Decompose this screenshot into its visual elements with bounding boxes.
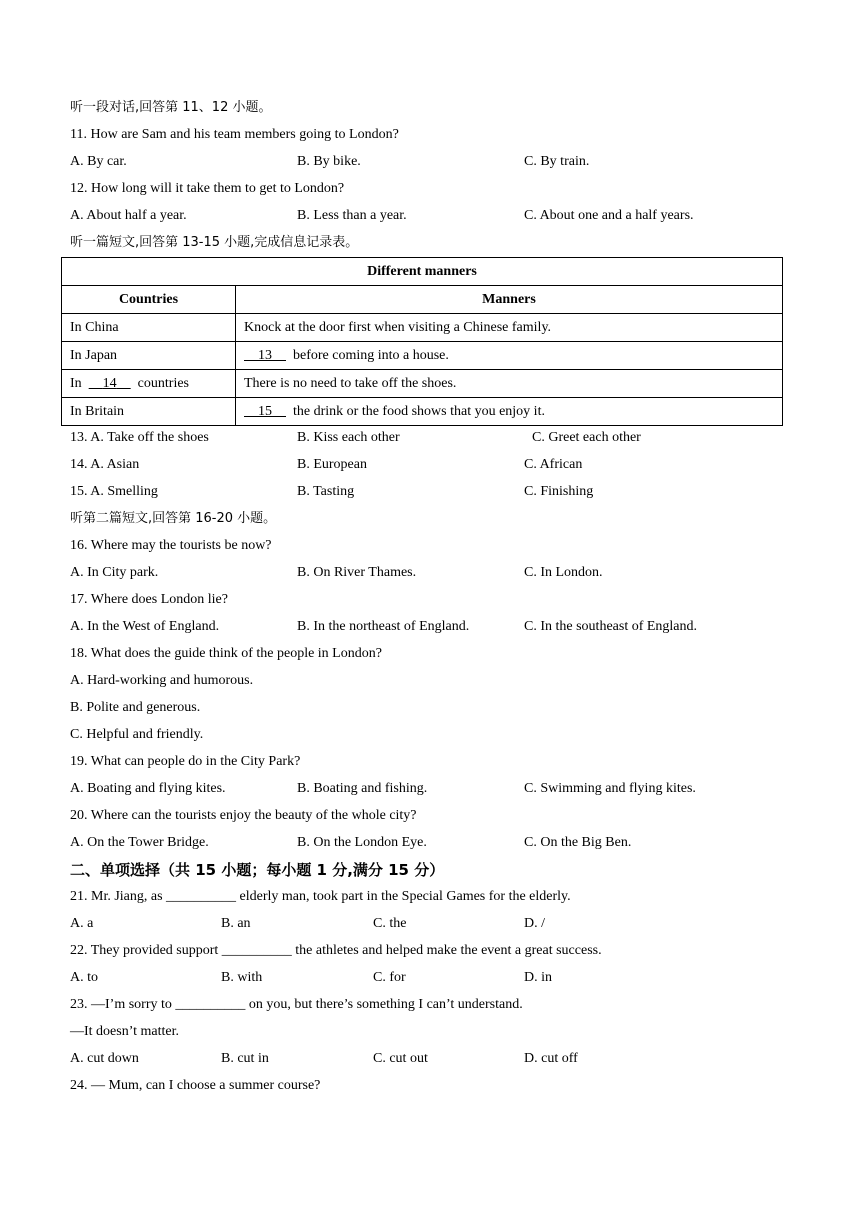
table-row <box>62 314 783 342</box>
option-c: C. the <box>373 916 407 931</box>
option-a: A. By car. <box>70 154 127 169</box>
question-15-options <box>70 483 790 501</box>
question-23-reply: —It doesn’t matter. <box>70 1024 179 1039</box>
option-c: C. Swimming and flying kites. <box>524 781 696 796</box>
option-b: B. Tasting <box>297 484 355 499</box>
manner-cell <box>236 342 783 370</box>
question-11-stem: 11. How are Sam and his team members going to London? <box>70 127 399 142</box>
option-c: C. Finishing <box>524 484 594 499</box>
question-21-stem: 21. Mr. Jiang, as __________ elderly man, took part in the Special Games for the elderly. <box>70 889 571 904</box>
option-a: A. a <box>70 916 94 931</box>
column-header-manners: Manners <box>236 286 783 314</box>
option-b: B. In the northeast of England. <box>297 619 470 634</box>
question-20-options <box>70 834 790 852</box>
question-16-options <box>70 564 790 582</box>
question-18-option-b: B. Polite and generous. <box>70 700 201 715</box>
option-c: C. cut out <box>373 1051 428 1066</box>
option-c: C. for <box>373 970 406 985</box>
option-b: B. On the London Eye. <box>297 835 427 850</box>
country-suffix: countries <box>137 375 189 391</box>
option-b: B. On River Thames. <box>297 565 417 580</box>
option-a: A. In the West of England. <box>70 619 220 634</box>
question-18-option-a: A. Hard-working and humorous. <box>70 673 254 688</box>
listening-intro-1: 听一段对话,回答第 11、12 小题。 <box>70 100 272 115</box>
option-c: C. In the southeast of England. <box>524 619 698 634</box>
country-cell: In Japan <box>62 342 236 370</box>
option-b: B. European <box>297 457 367 472</box>
option-c: C. In London. <box>524 565 603 580</box>
option-d: D. / <box>524 916 545 931</box>
option-b: B. Kiss each other <box>297 430 400 445</box>
question-17-options <box>70 618 790 636</box>
country-cell <box>62 370 236 398</box>
answer-blank <box>89 376 131 392</box>
option-a: A. cut down <box>70 1051 139 1066</box>
blank-number: 15 <box>258 403 272 419</box>
question-24-stem: 24. — Mum, can I choose a summer course? <box>70 1078 321 1093</box>
table-row <box>62 342 783 370</box>
option-c: C. Greet each other <box>532 430 641 445</box>
option-b: B. Less than a year. <box>297 208 407 223</box>
option-a: A. In City park. <box>70 565 159 580</box>
question-21-options <box>70 915 790 933</box>
option-a: A. Boating and flying kites. <box>70 781 226 796</box>
option-d: D. cut off <box>524 1051 578 1066</box>
question-20-stem: 20. Where can the tourists enjoy the beauty of the whole city? <box>70 808 417 823</box>
manner-cell: There is no need to take off the shoes. <box>236 370 783 398</box>
table-row <box>62 370 783 398</box>
question-12-options <box>70 207 790 225</box>
question-18-option-c: C. Helpful and friendly. <box>70 727 204 742</box>
option-a: 15. A. Smelling <box>70 484 158 499</box>
option-a: A. to <box>70 970 98 985</box>
question-19-stem: 19. What can people do in the City Park? <box>70 754 301 769</box>
option-c: C. About one and a half years. <box>524 208 694 223</box>
option-b: B. Boating and fishing. <box>297 781 428 796</box>
option-b: B. By bike. <box>297 154 361 169</box>
manner-text: before coming into a house. <box>293 347 449 363</box>
option-d: D. in <box>524 970 552 985</box>
blank-number: 14 <box>102 375 117 391</box>
manner-cell <box>236 398 783 426</box>
option-b: B. with <box>221 970 263 985</box>
question-18-stem: 18. What does the guide think of the people in London? <box>70 646 382 661</box>
table-title: Different manners <box>62 258 783 286</box>
question-11-options <box>70 153 790 171</box>
option-a: A. About half a year. <box>70 208 187 223</box>
country-cell: In China <box>62 314 236 342</box>
blank-number: 13 <box>258 347 272 363</box>
listening-intro-3: 听第二篇短文,回答第 16-20 小题。 <box>70 511 277 526</box>
question-17-stem: 17. Where does London lie? <box>70 592 228 607</box>
question-23-options <box>70 1050 790 1068</box>
option-b: B. cut in <box>221 1051 269 1066</box>
country-cell: In Britain <box>62 398 236 426</box>
option-a: 13. A. Take off the shoes <box>70 430 209 445</box>
question-22-options <box>70 969 790 987</box>
option-c: C. African <box>524 457 583 472</box>
question-22-stem: 22. They provided support __________ the athletes and helped make the event a great success. <box>70 943 602 958</box>
manner-cell: Knock at the door first when visiting a Chinese family. <box>236 314 783 342</box>
country-prefix: In <box>70 375 82 391</box>
option-c: C. By train. <box>524 154 590 169</box>
answer-blank <box>244 348 286 364</box>
answer-blank <box>244 404 286 420</box>
question-23-stem: 23. —I’m sorry to __________ on you, but there’s something I can’t understand. <box>70 997 523 1012</box>
question-13-options <box>70 429 790 447</box>
table-row <box>62 398 783 426</box>
question-12-stem: 12. How long will it take them to get to London? <box>70 181 345 196</box>
question-19-options <box>70 780 790 798</box>
question-14-options <box>70 456 790 474</box>
option-c: C. On the Big Ben. <box>524 835 632 850</box>
listening-intro-2: 听一篇短文,回答第 13-15 小题,完成信息记录表。 <box>70 235 359 250</box>
option-b: B. an <box>221 916 251 931</box>
manner-text: the drink or the food shows that you enjoy it. <box>293 403 545 419</box>
column-header-countries: Countries <box>62 286 236 314</box>
manners-table <box>61 257 783 426</box>
question-16-stem: 16. Where may the tourists be now? <box>70 538 272 553</box>
option-a: A. On the Tower Bridge. <box>70 835 209 850</box>
option-a: 14. A. Asian <box>70 457 140 472</box>
section-2-heading: 二、单项选择（共 15 小题；每小题 1 分,满分 15 分） <box>70 861 445 879</box>
